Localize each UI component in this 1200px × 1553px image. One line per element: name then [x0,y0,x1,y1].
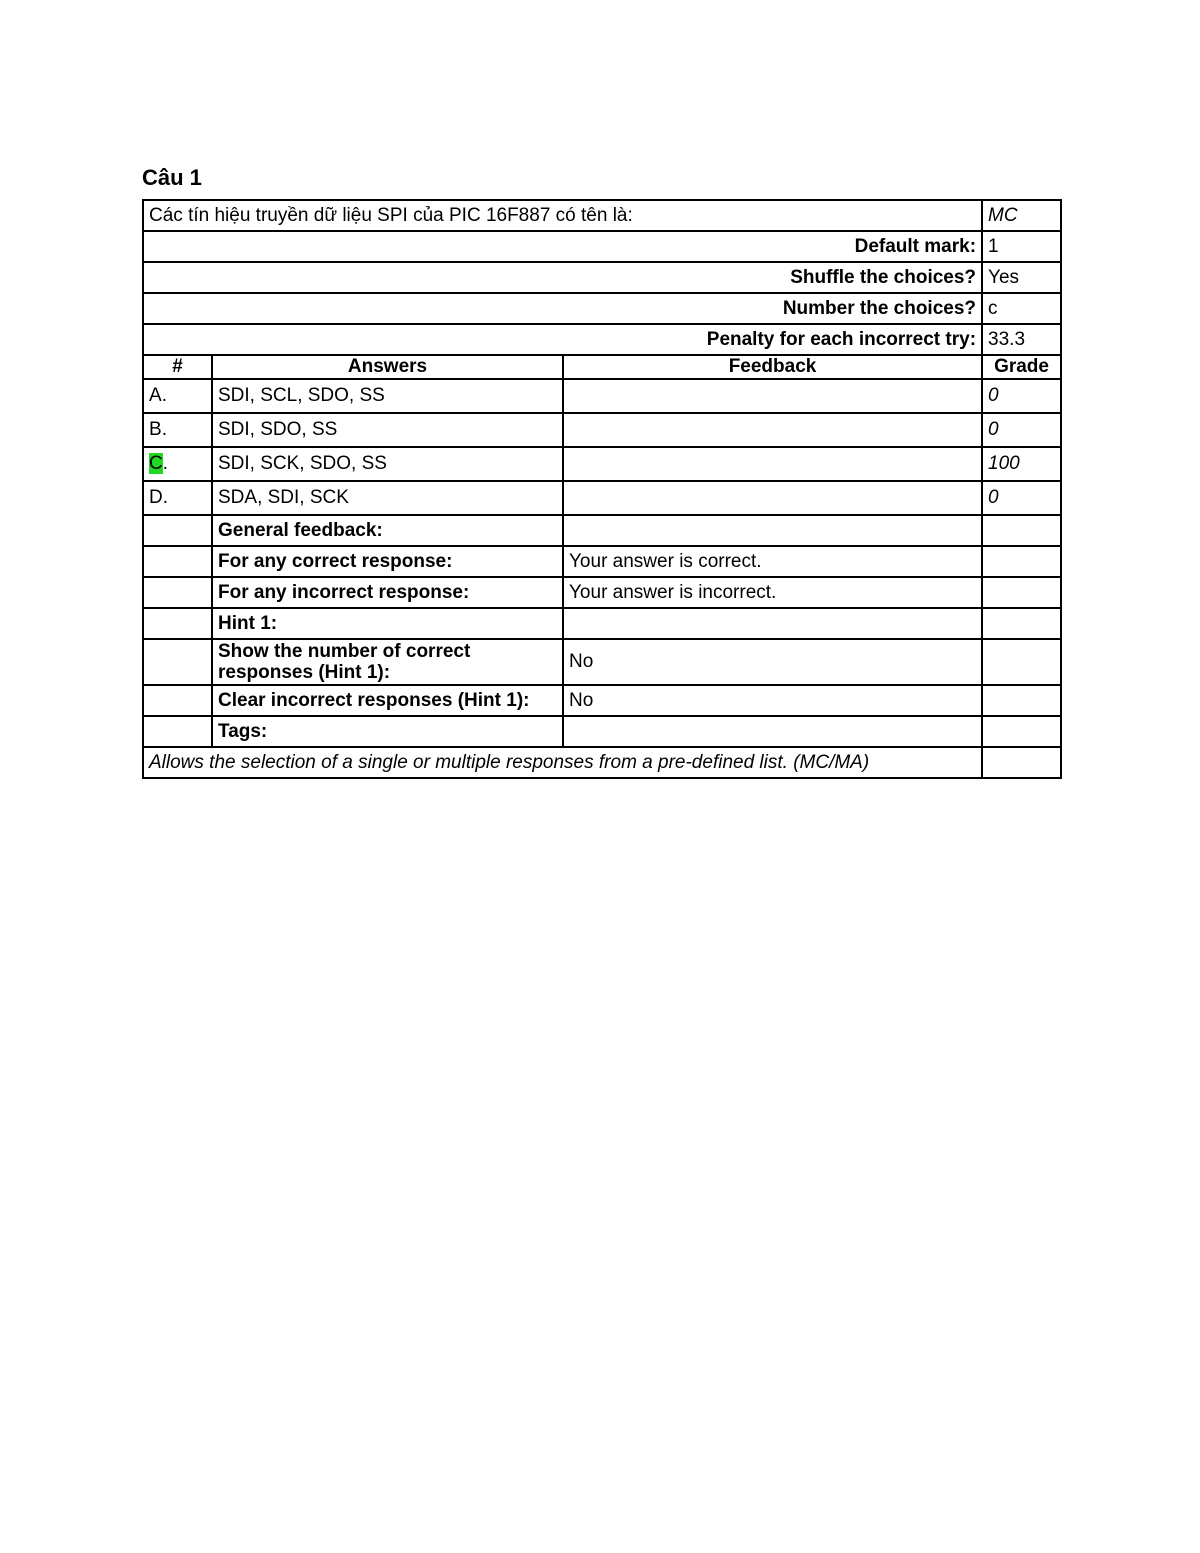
question-text-row [143,200,1061,231]
answer-grade: 100 [982,447,1061,481]
answer-letter-char: B [149,419,162,440]
extra-blank [143,685,212,716]
answer-letter-suffix: . [161,385,167,406]
answer-feedback [563,379,982,413]
extra-value [563,716,982,747]
answer-text: SDI, SDO, SS [212,413,563,447]
answer-row-b [143,413,1061,447]
answer-row-d [143,481,1061,515]
question-text: Các tín hiệu truyền dữ liệu SPI của PIC 16F887 có tên là: [143,200,982,231]
extra-label: Clear incorrect responses (Hint 1): [212,685,563,716]
extra-label: General feedback: [212,515,563,546]
answer-letter-suffix: . [162,453,169,474]
answer-letter [143,447,212,481]
extra-blank [143,639,212,685]
answer-grade: 0 [982,413,1061,447]
extra-label: For any correct response: [212,546,563,577]
setting-value: 1 [982,231,1061,262]
extra-value: No [563,639,982,685]
extra-row-tags [143,716,1061,747]
extra-blank [143,716,212,747]
extra-grade-blank [982,639,1061,685]
extra-row-correct-response [143,546,1061,577]
answer-letter-suffix: . [162,487,169,508]
column-header-answers: Answers [212,355,563,379]
setting-label: Penalty for each incorrect try: [143,324,982,355]
question-type: MC [982,200,1061,231]
extra-row-general-feedback [143,515,1061,546]
answer-feedback [563,413,982,447]
column-header-feedback: Feedback [563,355,982,379]
extra-value [563,608,982,639]
extra-label: Tags: [212,716,563,747]
setting-row-numbering [143,293,1061,324]
setting-label: Number the choices? [143,293,982,324]
extra-row-hint-1 [143,608,1061,639]
setting-row-default-mark [143,231,1061,262]
answer-feedback [563,447,982,481]
extra-grade-blank [982,577,1061,608]
extra-grade-blank [982,685,1061,716]
extra-blank [143,546,212,577]
extra-value: No [563,685,982,716]
footer-row [143,747,1061,778]
setting-value: 33.3 [982,324,1061,355]
setting-value: Yes [982,262,1061,293]
extra-value: Your answer is incorrect. [563,577,982,608]
extra-value: Your answer is correct. [563,546,982,577]
extra-blank [143,608,212,639]
setting-row-shuffle [143,262,1061,293]
answer-text: SDI, SCL, SDO, SS [212,379,563,413]
answer-letter [143,481,212,515]
question-type-description: Allows the selection of a single or multiple responses from a pre-defined list. (MC/MA) [143,747,982,778]
answer-grade: 0 [982,379,1061,413]
answer-letter-char: D [149,487,163,508]
question-table [142,199,1062,779]
answer-row-a [143,379,1061,413]
extra-grade-blank [982,716,1061,747]
column-header-num: # [143,355,212,379]
footer-blank [982,747,1061,778]
column-header-grade: Grade [982,355,1061,379]
answer-grade: 0 [982,481,1061,515]
extra-row-show-correct-count [143,639,1061,685]
answer-text: SDA, SDI, SCK [212,481,563,515]
extra-grade-blank [982,546,1061,577]
extra-grade-blank [982,515,1061,546]
extra-row-incorrect-response [143,577,1061,608]
question-heading: Câu 1 [142,165,202,190]
extra-label: Hint 1: [212,608,563,639]
answer-letter-suffix: . [161,419,167,440]
extra-row-clear-incorrect [143,685,1061,716]
extra-blank [143,515,212,546]
answer-text: SDI, SCK, SDO, SS [212,447,563,481]
extra-value [563,515,982,546]
correct-answer-highlight: C [149,453,163,474]
answer-letter [143,379,212,413]
setting-label: Shuffle the choices? [143,262,982,293]
answer-row-c [143,447,1061,481]
answer-letter [143,413,212,447]
setting-row-penalty [143,324,1061,355]
column-header-row [143,355,1061,379]
answer-feedback [563,481,982,515]
setting-label: Default mark: [143,231,982,262]
extra-grade-blank [982,608,1061,639]
extra-blank [143,577,212,608]
setting-value: c [982,293,1061,324]
answer-letter-char: A [149,385,162,406]
extra-label: Show the number of correct responses (Hint 1): [212,639,563,685]
extra-label: For any incorrect response: [212,577,563,608]
